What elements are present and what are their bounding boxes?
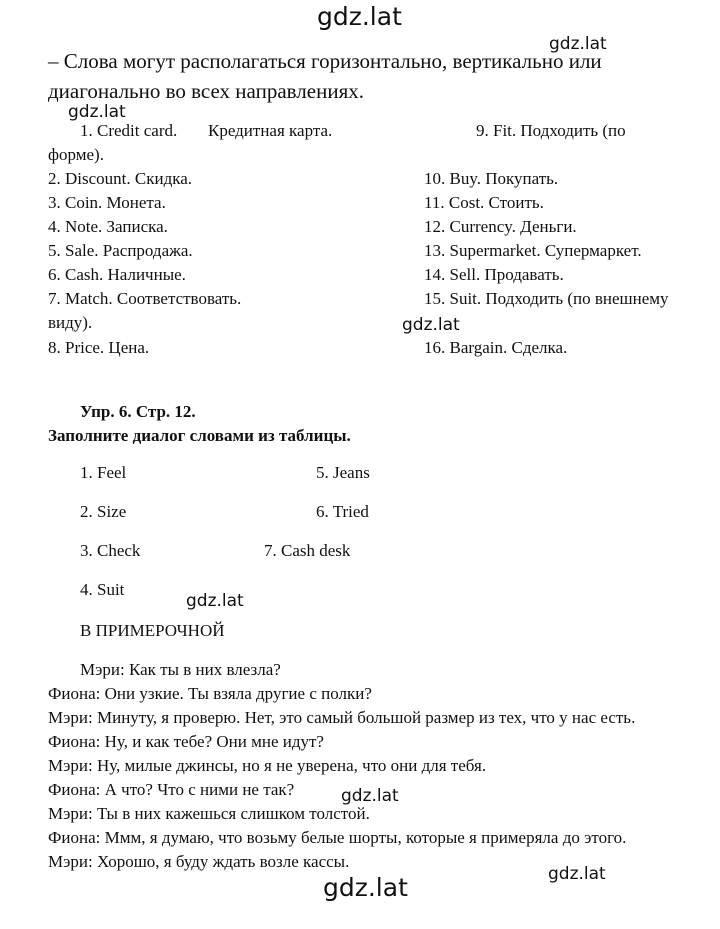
- vocab-item: 11. Cost. Стоить.: [424, 193, 544, 212]
- dialogue-line: Мэри: Ну, милые джинсы, но я не уверена, что они для тебя.: [48, 756, 487, 775]
- word-option: 3. Check: [80, 541, 141, 560]
- vocab-item: 4. Note. Записка.: [48, 217, 168, 236]
- intro-line-1: – Слова могут располагаться горизонтально, вертикально или: [48, 49, 602, 73]
- exercise-instruction: Заполните диалог словами из таблицы.: [48, 426, 351, 445]
- vocab-item: 14. Sell. Продавать.: [424, 265, 564, 284]
- vocab-translation: Кредитная карта.: [208, 121, 333, 140]
- dialogue-line: Мэри: Как ты в них влезла?: [80, 660, 281, 679]
- watermark: gdz.lat: [186, 591, 244, 611]
- vocab-item: 6. Cash. Наличные.: [48, 265, 186, 284]
- dialogue-line: Мэри: Минуту, я проверю. Нет, это самый большой размер из тех, что у нас есть.: [48, 708, 636, 727]
- word-option: 2. Size: [80, 502, 127, 521]
- dialogue-line: Мэри: Ты в них кажешься слишком толстой.: [48, 804, 370, 823]
- vocab-item: 2. Discount. Скидка.: [48, 169, 193, 188]
- word-option: 7. Cash desk: [264, 541, 351, 560]
- word-option: 4. Suit: [80, 580, 125, 599]
- watermark: gdz.lat: [402, 315, 460, 335]
- vocab-item: 15. Suit. Подходить (по внешнему: [424, 289, 669, 308]
- vocab-item: 9. Fit. Подходить (по: [476, 121, 626, 140]
- dialogue-line: Фиона: А что? Что с ними не так?: [48, 780, 295, 799]
- exercise-title: Упр. 6. Стр. 12.: [80, 402, 196, 421]
- watermark: gdz.lat: [68, 102, 126, 122]
- watermark-top: gdz.lat: [317, 2, 402, 31]
- watermark-bottom: gdz.lat: [323, 873, 408, 902]
- vocab-item: 3. Coin. Монета.: [48, 193, 166, 212]
- watermark: gdz.lat: [341, 786, 399, 806]
- vocab-item-cont: форме).: [48, 145, 104, 164]
- vocab-item: 5. Sale. Распродажа.: [48, 241, 193, 260]
- vocab-item: 13. Supermarket. Супермаркет.: [424, 241, 642, 260]
- vocab-item: 10. Buy. Покупать.: [424, 169, 559, 188]
- vocab-item-cont: виду).: [48, 313, 93, 332]
- word-option: 5. Jeans: [316, 463, 370, 482]
- dialogue-line: Мэри: Хорошо, я буду ждать возле кассы.: [48, 852, 350, 871]
- watermark: gdz.lat: [549, 34, 607, 54]
- vocab-item: 1. Credit card.: [80, 121, 178, 140]
- dialogue-heading: В ПРИМЕРОЧНОЙ: [80, 621, 225, 640]
- dialogue-line: Фиона: Они узкие. Ты взяла другие с полки?: [48, 684, 372, 703]
- vocab-item: 16. Bargain. Сделка.: [424, 338, 568, 357]
- watermark: gdz.lat: [548, 864, 606, 884]
- dialogue-line: Фиона: Ммм, я думаю, что возьму белые шорты, которые я примеряла до этого.: [48, 828, 627, 847]
- word-option: 6. Tried: [316, 502, 369, 521]
- intro-line-2: диагонально во всех направлениях.: [48, 79, 364, 103]
- word-option: 1. Feel: [80, 463, 127, 482]
- dialogue-line: Фиона: Ну, и как тебе? Они мне идут?: [48, 732, 324, 751]
- vocab-item: 7. Match. Соответствовать.: [48, 289, 242, 308]
- vocab-item: 12. Currency. Деньги.: [424, 217, 577, 236]
- vocab-item: 8. Price. Цена.: [48, 338, 150, 357]
